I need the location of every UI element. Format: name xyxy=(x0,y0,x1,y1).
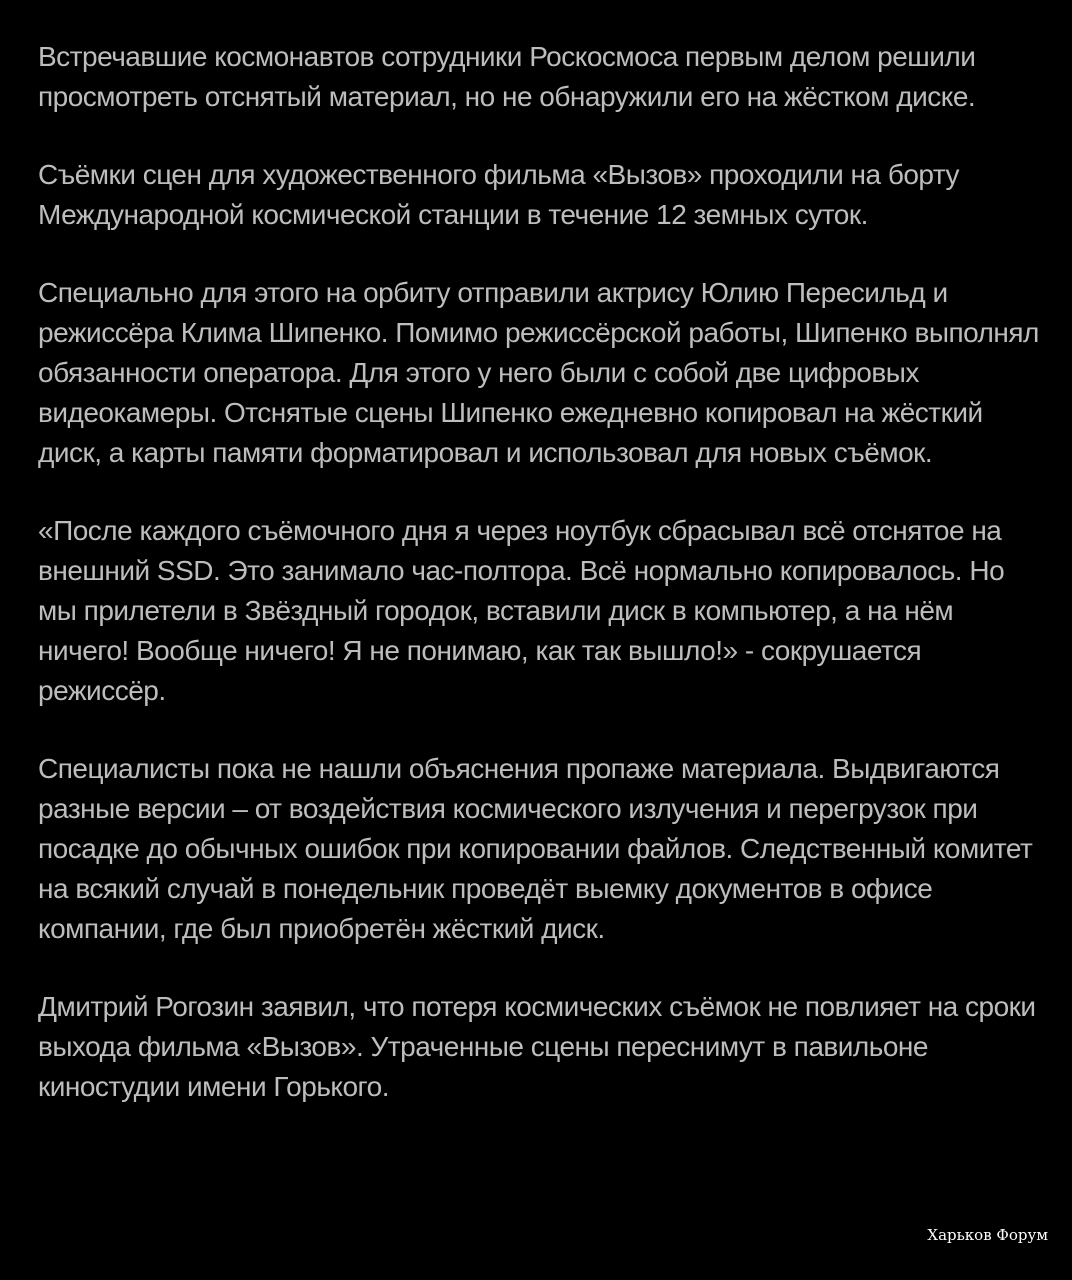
watermark-text: Харьков Форум xyxy=(927,1226,1048,1244)
paragraph-director-quote: «После каждого съёмочного дня я через ноутбук сбрасывал всё отснятое на внешний SSD. Это занимало час-полтора. Всё нормально копировалось. Но мы прилетели в Звёздный городок, вставили диск в компьютер, а на нём ничего! Вообще ничего! Я не понимаю, как так вышло!» - сокрушается режиссёр. xyxy=(38,515,1005,706)
paragraph-crew-and-cameras: Специально для этого на орбиту отправили актрису Юлию Пересильд и режиссёра Клима Шипенко. Помимо режиссёрской работы, Шипенко выполнял обязанности оператора. Для этого у него были с собой две цифровых видеокамеры. Отснятые сцены Шипенко ежедневно копировал на жёсткий диск, а карты памяти форматировал и использовал для новых съёмок. xyxy=(38,277,1039,468)
paragraph-filming-on-iss: Съёмки сцен для художественного фильма «Вызов» проходили на борту Международной космической станции в течение 12 земных суток. xyxy=(38,159,960,230)
article-body xyxy=(38,37,1048,1107)
paragraph-cosmonauts-met: Встречавшие космонавтов сотрудники Роскосмоса первым делом решили просмотреть отснятый материал, но не обнаружили его на жёстком диске. xyxy=(38,41,976,112)
paragraph-investigation: Специалисты пока не нашли объяснения пропаже материала. Выдвигаются разные версии – от воздействия космического излучения и перегрузок при посадке до обычных ошибок при копировании файлов. Следственный комитет на всякий случай в понедельник проведёт выемку документов в офисе компании, где был приобретён жёсткий диск. xyxy=(38,753,1033,944)
paragraph-rogozin-statement: Дмитрий Рогозин заявил, что потеря космических съёмок не повлияет на сроки выхода фильма «Вызов». Утраченные сцены переснимут в павильоне киностудии имени Горького. xyxy=(38,991,1036,1102)
